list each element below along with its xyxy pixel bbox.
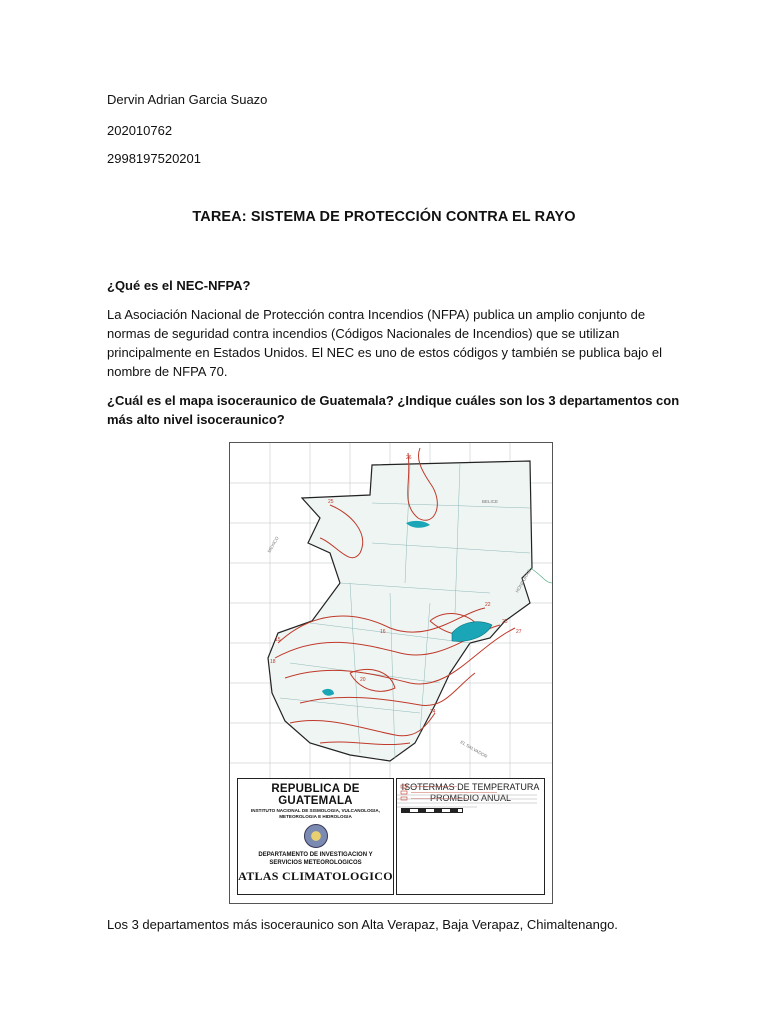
map-republic-title: REPUBLICA DE GUATEMALA xyxy=(271,783,360,807)
svg-text:MEXICO: MEXICO xyxy=(266,535,280,554)
svg-text:20: 20 xyxy=(360,677,366,683)
paragraph-1: La Asociación Nacional de Protección contra Incendios (NFPA) publica un amplio conjunto de normas de seguridad contra incendios (Códigos Nacionales de Incendios) que se utilizan principalmente en Estados Unidos. El NEC es uno de estos códigos y también se publica bajo el nombre de NFPA 70. xyxy=(107,307,662,379)
svg-text:16: 16 xyxy=(380,629,386,635)
map-legend-block xyxy=(396,778,545,895)
question-2: ¿Cuál es el mapa isoceraunico de Guatemala? ¿Indique cuáles son los 3 departamentos con más alto nivel isoceraunico? xyxy=(107,393,680,427)
question-1: ¿Qué es el NEC-NFPA? xyxy=(107,278,251,293)
svg-text:25: 25 xyxy=(328,499,334,505)
svg-text:15: 15 xyxy=(275,637,281,643)
author-name: Dervin Adrian Garcia Suazo xyxy=(107,92,268,107)
svg-text:18: 18 xyxy=(270,659,276,665)
document-title: TAREA: SISTEMA DE PROTECCIÓN CONTRA EL RAYO xyxy=(192,209,576,225)
svg-text:22: 22 xyxy=(485,602,491,608)
legend-notes xyxy=(397,793,537,809)
author-carnet: 202010762 xyxy=(107,123,173,138)
svg-text:BELICE: BELICE xyxy=(482,499,499,504)
guatemala-map-drawing xyxy=(230,443,552,778)
svg-text:26: 26 xyxy=(406,455,412,461)
svg-text:EL SALVADOR: EL SALVADOR xyxy=(459,739,489,760)
map-institute: INSTITUTO NACIONAL DE SISMOLOGIA, VULCANOLOGIA, METEOROLOGIA E HIDROLOGIA xyxy=(251,808,380,819)
map-department: DEPARTAMENTO DE INVESTIGACION Y SERVICIOS METEOROLOGICOS xyxy=(258,852,373,866)
svg-text:27: 27 xyxy=(516,629,522,635)
svg-text:HONDURAS: HONDURAS xyxy=(514,568,532,594)
isoceraunic-map-figure xyxy=(229,442,553,904)
map-atlas-title: ATLAS CLIMATOLOGICO xyxy=(238,869,393,883)
isotherm-title: ISOTERMAS DE TEMPERATURA PROMEDIO ANUAL xyxy=(401,782,540,803)
author-dpi: 2998197520201 xyxy=(107,151,201,166)
answer-paragraph: Los 3 departamentos más isoceraunico son Alta Verapaz, Baja Verapaz, Chimaltenango. xyxy=(107,917,618,932)
map-title-block xyxy=(237,778,394,895)
institute-seal-icon xyxy=(304,824,328,848)
svg-text:25: 25 xyxy=(502,619,508,625)
svg-text:24: 24 xyxy=(430,709,436,715)
